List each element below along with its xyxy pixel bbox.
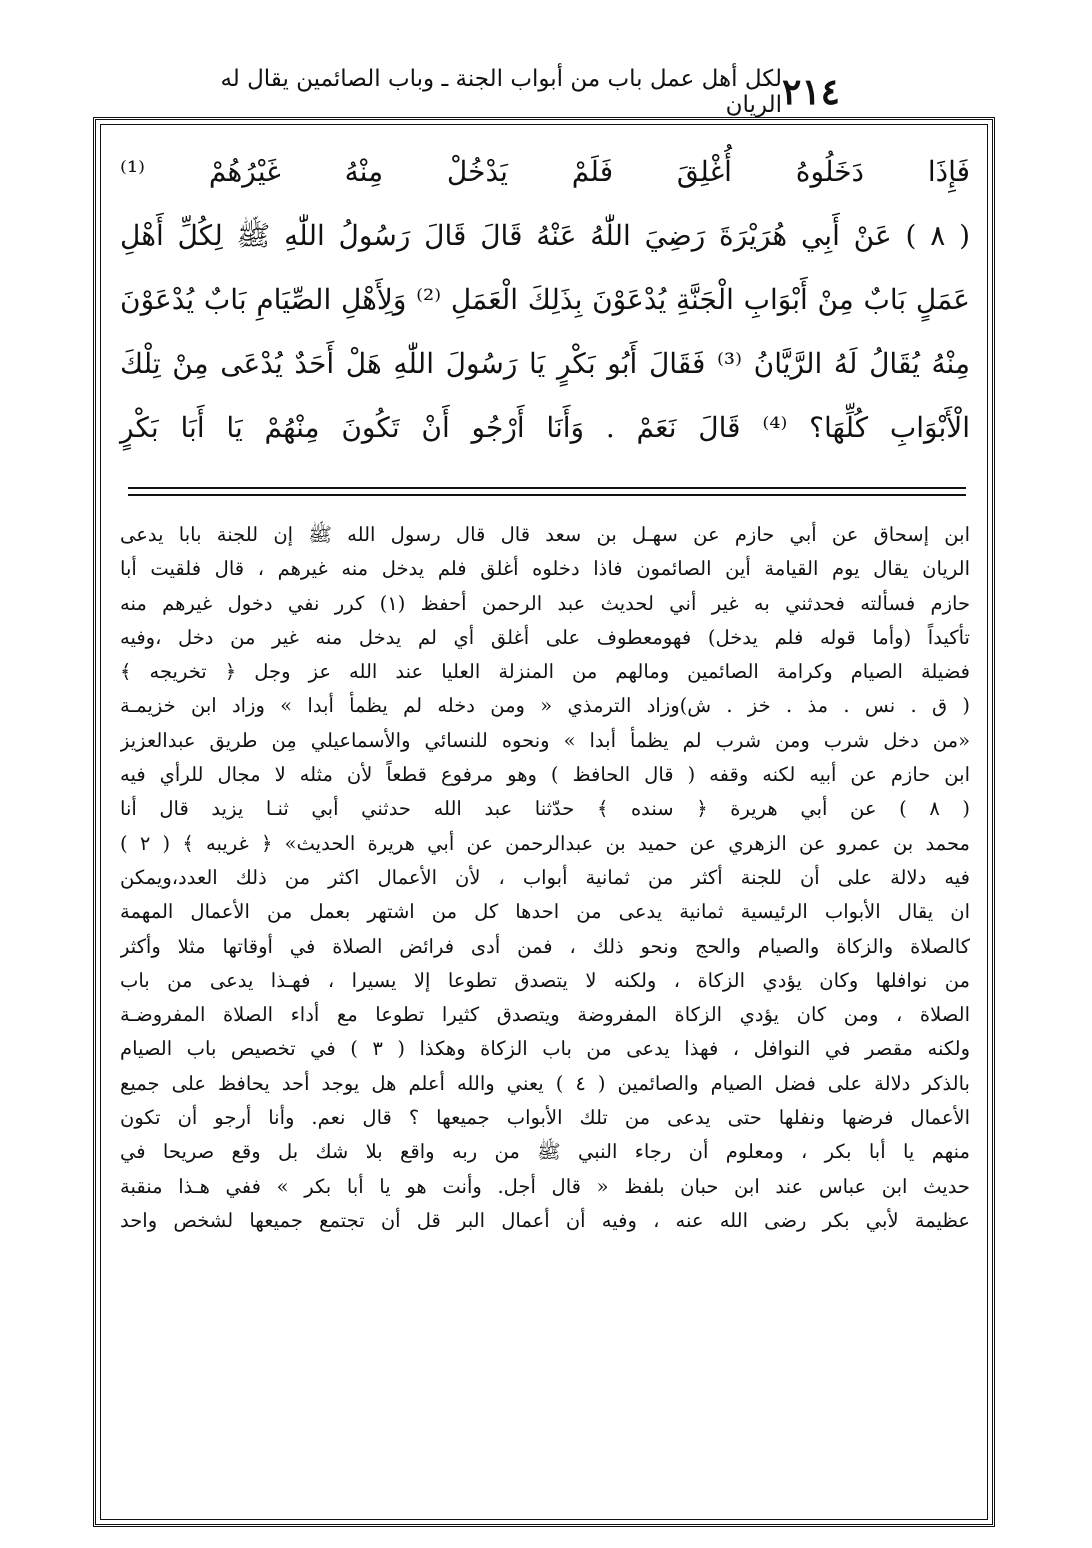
hadith-line: عَمَلٍ بَابٌ مِنْ أَبْوَابِ الْجَنَّةِ يُدْعَوْنَ بِذَلِكَ الْعَمَلِ ⁽²⁾ وَلِأَهْلِ الصِّيَامِ بَابٌ يُدْعَوْنَ	[120, 283, 970, 316]
commentary-line: عظيمة لأبي بكر رضى الله عنه ، وفيه أن أعمال البر قل أن تجتمع جميعها لشخص واحد	[120, 1208, 970, 1232]
commentary-line: الأعمال فرضها ونفلها حتى يدعى من تلك الأبواب جميعها ؟ قال نعم. وأنا أرجو أن تكون	[120, 1106, 970, 1130]
section-divider-top	[128, 487, 966, 489]
commentary-line: الريان يقال يوم القيامة أين الصائمون فاذا دخلوه أغلق فلم يدخل منه غيرهم ، قال فلقيت أبا	[120, 557, 970, 581]
hadith-line: ( ٨ ) عَنْ أَبِي هُرَيْرَةَ رَضِيَ اللّٰهُ عَنْهُ قَالَ قَالَ رَسُولُ اللّٰهِ ﷺ لِكُلِّ أَهْلِ	[120, 219, 970, 252]
commentary-line: محمد بن عمرو عن الزهري عن حميد بن عبدالرحمن عن أبي هريرة الحديث» ﴿ غريبه ﴾ ( ٢ )	[120, 831, 970, 855]
commentary-line: كالصلاة والزكاة والصيام والحج ونحو ذلك ، فمن أدى فرائض الصلاة في أوقاتها مثلا وأكثر	[120, 934, 970, 958]
hadith-line: فَإِذَا دَخَلُوهُ أُغْلِقَ فَلَمْ يَدْخُلْ مِنْهُ غَيْرُهُمْ ⁽¹⁾	[120, 155, 970, 188]
commentary-line: الصلاة ، ومن كان يؤدي الزكاة المفروضة ويتصدق كثيرا تطوعا مع أداء الصلاة المفروضـة	[120, 1003, 970, 1027]
commentary-line: فضيلة الصيام وكرامة الصائمين ومالهم من المنزلة العليا عند الله عز وجل ﴿ تخريجه ﴾	[120, 660, 970, 684]
commentary-line: منهم يا أبا بكر ، ومعلوم أن رجاء النبي ﷺ من ربه واقع بلا شك بل وقع صريحا في	[120, 1140, 970, 1164]
commentary-line: من نوافلها وكان يؤدي الزكاة ، ولكنه لا يتصدق تطوعا إلا يسيرا ، فهـذا يدعى من باب	[120, 968, 970, 992]
commentary-line: ان يقال الأبواب الرئيسية ثمانية يدعى من احدها كل من اشتهر بعمل من الأعمال المهمة	[120, 900, 970, 924]
section-divider-bottom	[128, 494, 966, 496]
commentary-line: ( ٨ ) عن أبي هريرة ﴿ سنده ﴾ حدّثنا عبد الله حدثني أبي ثنـا يزيد قال أنا	[120, 797, 970, 821]
commentary-line: ( ق . نس . مذ . خز . ش)وزاد الترمذي « ومن دخله لم يظمأ أبدا » وزاد ابن خزيمـة	[120, 694, 970, 718]
hadith-line: الْأَبْوَابِ كُلِّهَا؟ ⁽⁴⁾ قَالَ نَعَمْ . وَأَنَا أَرْجُو أَنْ تَكُونَ مِنْهُمْ يَا أَبَا بَكْرٍ	[120, 411, 970, 444]
commentary-line: حديث ابن عباس عند ابن حبان بلفظ « قال أجل. وأنت هو يا أبا بكر » ففي هـذا منقبة	[120, 1174, 970, 1198]
page-number: ٢١٤	[781, 71, 840, 113]
commentary-line: تأكيداً (وأما قوله فلم يدخل) فهومعطوف على أغلق أي لم يدخل منه غير من دخل ،وفيه	[120, 625, 970, 649]
commentary-line: ابن إسحاق عن أبي حازم عن سهـل بن سعد قال قال رسول الله ﷺ إن للجنة بابا يدعى	[120, 523, 970, 546]
running-title: لكل أهل عمل باب من أبواب الجنة ـ وباب الصائمين يقال له الريان	[220, 66, 782, 118]
commentary-line: بالذكر دلالة على فضل الصيام والصائمين ( ٤ ) يعني والله أعلم هل يوجد أحد يحافظ على جميع	[120, 1071, 970, 1095]
page-header	[170, 66, 860, 118]
commentary-line: حازم فسألته فحدثني به غير أني لحديث عبد الرحمن أحفظ (١) كرر نفي دخول غيرهم منه	[120, 591, 970, 615]
commentary-line: ولكنه مقصر في النوافل ، فهذا يدعى من باب الزكاة وهكذا ( ٣ ) في تخصيص باب الصيام	[120, 1037, 970, 1061]
hadith-text	[120, 140, 970, 460]
hadith-line: مِنْهُ يُقَالُ لَهُ الرَّيَّانُ ⁽³⁾ فَقَالَ أَبُو بَكْرٍ يَا رَسُولَ اللّٰهِ هَلْ أَحَدٌ يُدْعَى مِنْ تِلْكَ	[120, 347, 970, 380]
commentary-text	[120, 518, 970, 1238]
commentary-line: ابن حازم عن أبيه لكنه وقفه ( قال الحافظ ) وهو مرفوع قطعاً لأن مثله لا مجال للرأي فيه	[120, 763, 970, 787]
commentary-line: فيه دلالة على أن للجنة أكثر من ثمانية أبواب ، لأن الأعمال اكثر من ذلك العدد،ويمكن	[120, 865, 970, 889]
commentary-line: «من دخل شرب ومن شرب لم يظمأ أبدا » ونحوه للنسائي والأسماعيلي مِن طريق عبدالعزيز	[120, 728, 970, 752]
